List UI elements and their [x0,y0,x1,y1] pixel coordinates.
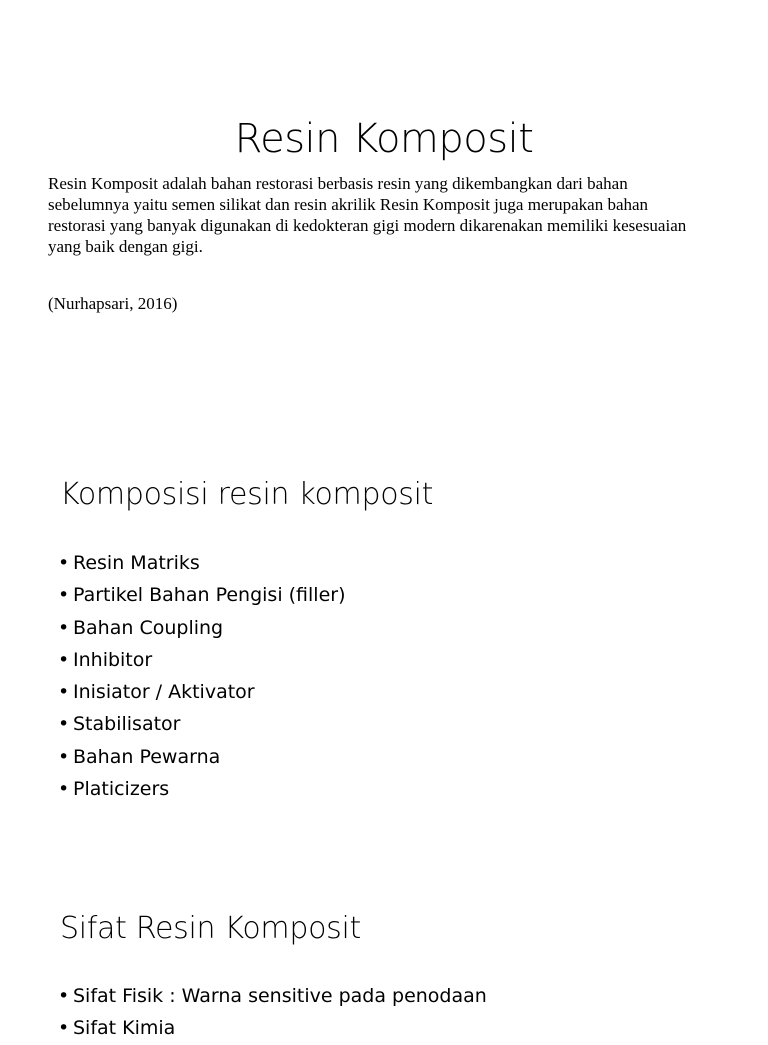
list-item [58,708,346,740]
bullet-list [58,547,346,805]
list-item-text: Partikel Bahan Pengisi (filler) [73,584,346,607]
list-item [58,612,346,644]
list-item [58,644,346,676]
slide-title: Komposisi resin komposit [60,477,434,512]
list-item [58,676,346,708]
citation: (Nurhapsari, 2016) [48,294,178,313]
list-item [58,773,346,805]
bullet-icon: • [58,681,70,704]
bullet-icon: • [58,745,70,768]
list-item-text: Inisiator / Aktivator [73,681,255,704]
list-item [58,980,487,1012]
list-item-text: Stabilisator [73,713,181,736]
bullet-icon: • [58,584,70,607]
list-item-text: Bahan Pewarna [73,745,221,768]
slide-title: Resin Komposit [234,116,534,162]
list-item [58,547,346,579]
list-item-text: Sifat Kimia [73,1017,176,1040]
bullet-icon: • [58,713,70,736]
list-item-text: Bahan Coupling [73,616,224,639]
slide-resin-komposit [0,0,768,430]
bullet-icon: • [58,1017,70,1040]
list-item [58,741,346,773]
slide-title: Sifat Resin Komposit [60,911,361,946]
bullet-icon: • [58,778,70,801]
slide-sifat [0,860,768,1040]
list-item-text: Platicizers [73,778,170,801]
bullet-icon: • [58,616,70,639]
bullet-list [58,980,487,1045]
list-item-text: Inhibitor [73,648,153,671]
list-item [58,1012,487,1044]
list-item [58,579,346,611]
bullet-icon: • [58,552,70,574]
list-item-text: Resin Matriks [73,552,200,574]
bullet-icon: • [58,648,70,671]
slide-body-paragraph: Resin Komposit adalah bahan restorasi berbasis resin yang dikembangkan dari bahan sebelumnya yaitu semen silikat dan resin akrilik Resin Komposit juga merupakan bahan restorasi yang banyak digunakan di kedokteran gigi modern dikarenakan memiliki kesesuaian yang baik dengan gigi. [48,174,687,256]
slide-komposisi [0,430,768,860]
bullet-icon: • [58,985,70,1007]
list-item-text: Sifat Fisik : Warna sensitive pada penodaan [73,985,487,1007]
